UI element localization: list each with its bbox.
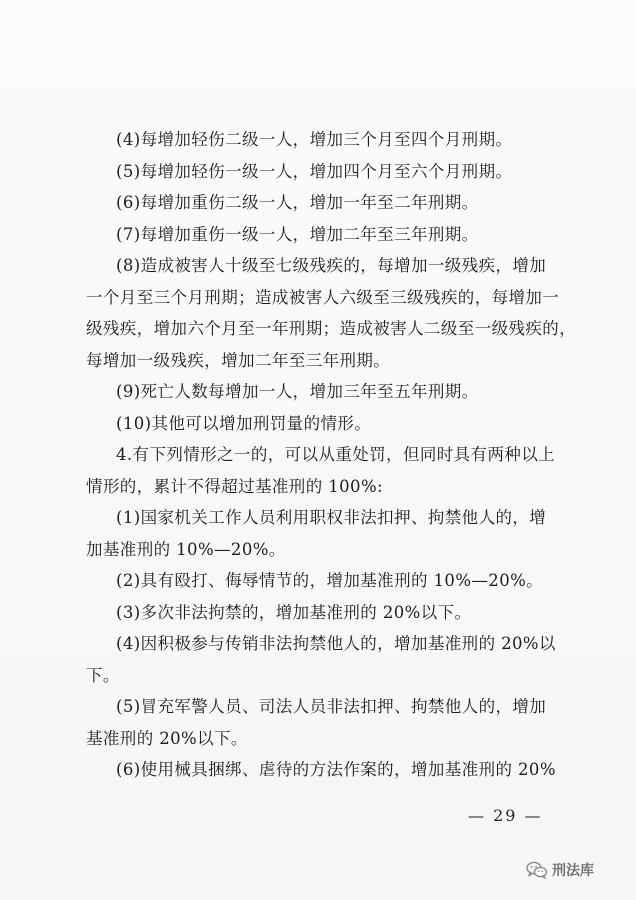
watermark-label: 刑法库 [552,863,594,879]
text-line: (5)每增加轻伤一级一人，增加四个月至六个月刑期。 [116,161,513,181]
text-line: (4)因积极参与传销非法拘禁他人的，增加基准刑的 20%以 [116,634,556,653]
text-line: 4.有下列情形之一的，可以从重处罚，但同时具有两种以上 [116,445,556,464]
text-line: (5)冒充军警人员、司法人员非法扣押、拘禁他人的，增加 [116,697,547,716]
text-line: (7)每增加重伤一级一人，增加二年至三年刑期。 [116,224,479,244]
page-number: — 29 — [468,806,543,825]
text-line: 每增加一级残疾，增加二年至三年刑期。 [86,350,391,370]
document-body [86,124,577,786]
text-line: (10)其他可以增加刑罚量的情形。 [116,413,372,433]
text-line: 基准刑的 20%以下。 [86,728,248,748]
text-line: (4)每增加轻伤二级一人，增加三个月至四个月刑期。 [116,130,513,149]
text-line: 情形的，累计不得超过基准刑的 100%: [86,476,383,496]
text-line: 加基准刑的 10%—20%。 [86,539,286,559]
text-line: (9)死亡人数每增加一人，增加三年至五年刑期。 [116,382,479,401]
wechat-icon [526,861,548,879]
text-line: (6)使用械具捆绑、虐待的方法作案的，增加基准刑的 20% [116,760,556,779]
text-line: (3)多次非法拘禁的，增加基准刑的 20%以下。 [116,602,472,622]
text-line: (2)具有殴打、侮辱情节的，增加基准刑的 10%—20%。 [116,571,544,590]
text-line: 一个月至三个月刑期；造成被害人六级至三级残疾的，每增加一 [86,287,560,307]
text-line: (6)每增加重伤二级一人，增加一年至二年刑期。 [116,193,479,212]
watermark [526,860,594,880]
text-line: 级残疾，增加六个月至一年刑期；造成被害人二级至一级残疾的， [86,319,577,338]
text-line: (8)造成被害人十级至七级残疾的，每增加一级残疾，增加 [116,256,547,275]
text-line: 下。 [86,665,120,685]
text-line: (1)国家机关工作人员利用职权非法扣押、拘禁他人的，增 [116,508,547,527]
